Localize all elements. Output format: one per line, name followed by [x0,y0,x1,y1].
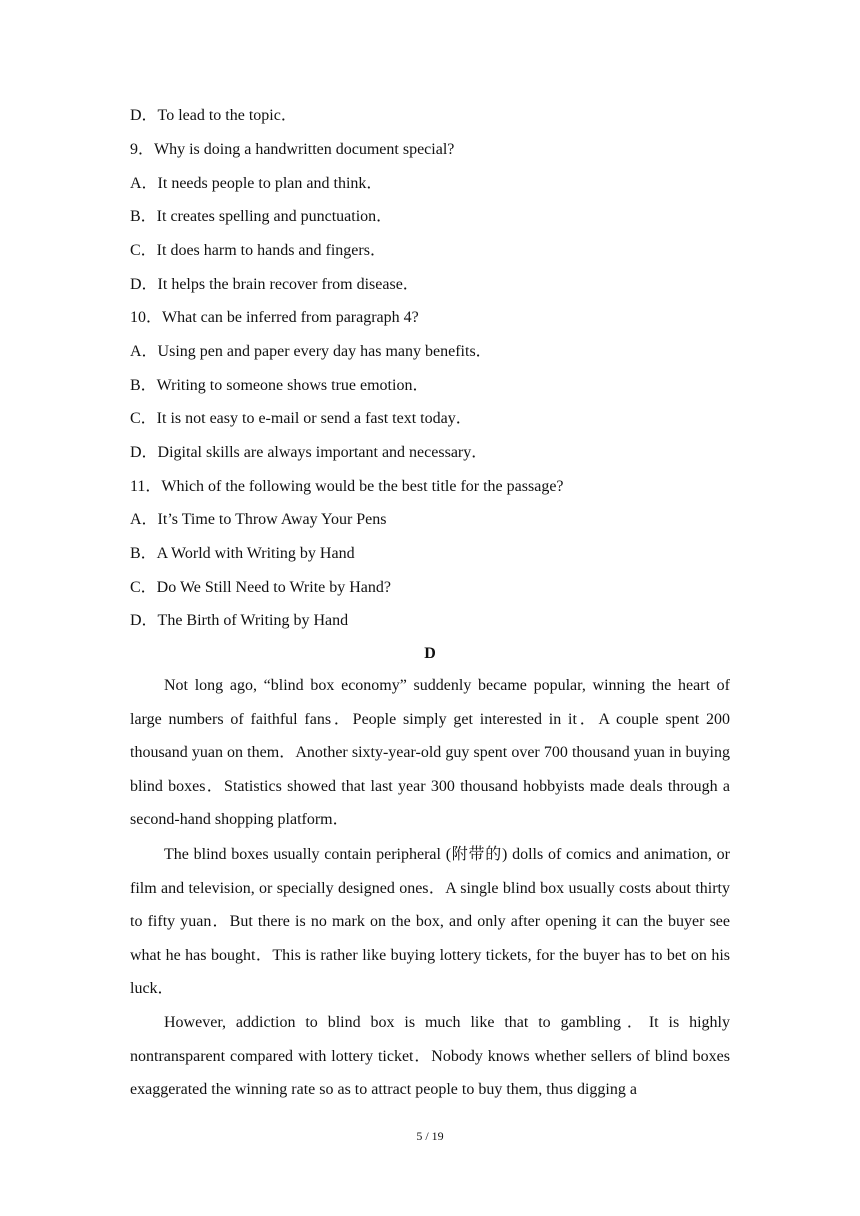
option-d-q8: D．To lead to the topic． [130,107,297,124]
option-c-q10: C．It is not easy to e-mail or send a fast text today． [130,410,472,427]
option-b-q11: B．A World with Writing by Hand [130,545,355,562]
option-b-q9: B．It creates spelling and punctuation． [130,208,393,225]
passage-paragraph-1: Not long ago, “blind box economy” suddenly became popular, winning the heart of large numbers of faithful fans．People simply get interested in it．A couple spent 200 thousand yuan on them．Another sixty-year-old guy spent over 700 thousand yuan in buying blind boxes．Statistics showed that last year 300 thousand hobbyists made deals through a second-hand shopping platform． [130,677,730,829]
passage-paragraph-3: However, addiction to blind box is much like that to gambling．It is highly nontransparent compared with lottery ticket．Nobody knows whether sellers of blind boxes exaggerated the winning rate so as to attract people to buy them, thus digging a [130,1014,730,1099]
option-a-q10: A．Using pen and paper every day has many benefits． [130,343,492,360]
option-c-q11: C．Do We Still Need to Write by Hand? [130,579,391,596]
question-11: 11．Which of the following would be the best title for the passage? [130,478,564,495]
page-number: 5 / 19 [416,1129,444,1143]
passage-paragraph-2: The blind boxes usually contain peripheral (附带的) dolls of comics and animation, or film and television, or specially designed ones．A single blind box usually costs about thirty to fifty yuan．But there is no mark on the box, and only after opening it can the buyer see what he has bought．This is rather like buying lottery tickets, for the buyer has to bet on his luck． [130,846,730,998]
option-a-q11: A．It’s Time to Throw Away Your Pens [130,511,387,528]
option-d-q9: D．It helps the brain recover from disease． [130,276,419,293]
question-9: 9．Why is doing a handwritten document special? [130,141,455,158]
question-10: 10．What can be inferred from paragraph 4? [130,309,419,326]
option-d-q10: D．Digital skills are always important and necessary． [130,444,488,461]
section-heading: D [424,645,436,662]
option-b-q10: B．Writing to someone shows true emotion． [130,377,429,394]
option-d-q11: D．The Birth of Writing by Hand [130,612,349,629]
option-c-q9: C．It does harm to hands and fingers． [130,242,386,259]
option-a-q9: A．It needs people to plan and think． [130,175,383,192]
